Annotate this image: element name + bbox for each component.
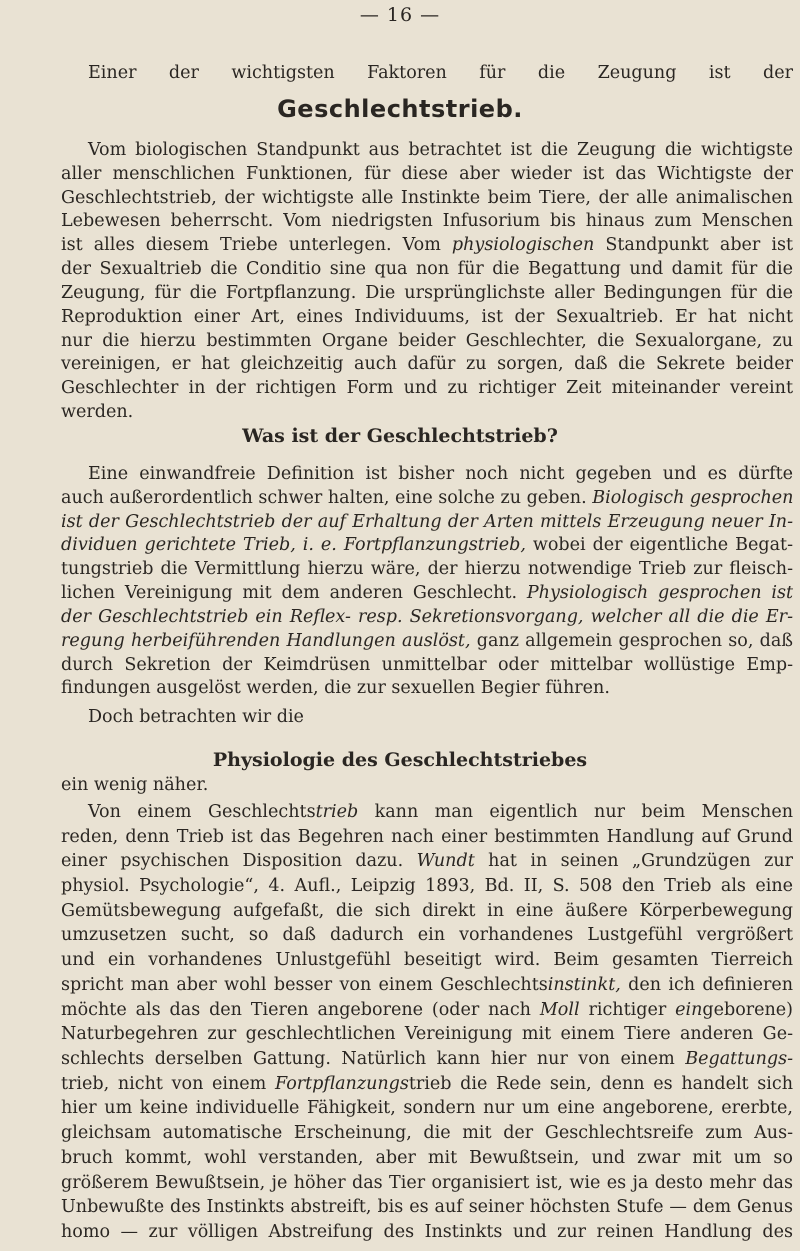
text-segment: geborene) [702, 999, 794, 1020]
text-segment: den ich definieren [620, 974, 793, 995]
text-line [61, 282, 793, 304]
text-segment-italic: Physiologisch gesprochen ist [526, 583, 793, 604]
text-segment: und ein vorhandenes Unlustgefühl beseitigt wird. Beim gesamten Tierreich [61, 950, 793, 971]
text-segment-italic: physiologischen [451, 235, 595, 256]
text-segment: findungen ausgelöst werden, die zur sexuellen Begier führen. [61, 678, 610, 699]
text-line [88, 463, 793, 485]
text-line [61, 1147, 793, 1169]
text-segment: bruch kommt, wohl verstanden, aber mit Bewußtsein, und zwar mit um so [61, 1147, 793, 1168]
text-segment: kann man eigentlich nur beim Menschen [358, 801, 793, 822]
text-segment: einer psychischen Disposition dazu. [61, 851, 417, 872]
text-segment: nur die hierzu bestimmten Organe beider Geschlechter, die Sexualorgane, zu [61, 330, 793, 351]
text-segment: Reproduktion einer Art, eines Individuums, ist der Sexualtrieb. Er hat nicht [61, 306, 793, 327]
text-segment: Naturbegehren zur geschlechtlichen Vereinigung mit einem Tiere anderen Ge- [61, 1024, 793, 1045]
text-line [61, 606, 793, 628]
text-line [61, 924, 793, 946]
section-heading-physiology: Physiologie des Geschlechtstriebes [212, 748, 588, 771]
text-segment: Gemütsbewegung aufgefaßt, die sich direkt in eine äußere Körperbewegung [61, 900, 793, 921]
intro-line: Einer der wichtigsten Faktoren für die Zeugung ist der [88, 63, 793, 83]
text-line [88, 801, 793, 823]
text-segment: physiol. Psychologie“, 4. Aufl., Leipzig 1893, Bd. II, S. 508 den Trieb als eine [61, 876, 793, 897]
text-line [61, 306, 793, 328]
text-segment: homo — zur völligen Abstreifung des Instinkts und zur reinen Handlung des [61, 1222, 793, 1242]
text-line [61, 1196, 793, 1218]
text-segment-italic: regung herbeiführenden Handlungen auslöst, [61, 630, 471, 651]
text-segment-italic: ein [675, 999, 703, 1020]
text-line [88, 706, 304, 728]
text-segment: ist alles diesem Triebe unterlegen. Vom [61, 235, 452, 256]
text-line [61, 900, 793, 922]
chapter-title: Geschlechtstrieb. [277, 95, 523, 123]
text-segment: Eine einwandfreie Definition ist bisher noch nicht gegeben und es dürfte [88, 463, 793, 484]
text-segment: schlechts derselben Gattung. Natürlich kann hier nur von einem [61, 1049, 686, 1070]
text-line [61, 487, 793, 509]
text-segment-italic: instinkt, [547, 974, 621, 995]
text-line [61, 353, 793, 375]
text-line [61, 654, 793, 676]
text-segment: Standpunkt aber ist [594, 235, 793, 256]
page-number: — 16 — [359, 4, 441, 26]
text-segment: der Sexualtrieb die Conditio sine qua non für die Begattung und damit für die [61, 259, 793, 280]
text-line [61, 210, 793, 232]
text-line [61, 974, 793, 996]
text-line [61, 1097, 793, 1119]
text-segment: möchte als das den Tieren angeborene (oder nach [61, 999, 540, 1020]
text-segment: Vom biologischen Standpunkt aus betrachtet ist die Zeugung die wichtigste [88, 140, 793, 160]
text-segment: richtiger [579, 999, 676, 1020]
text-line [61, 1122, 793, 1144]
text-line [61, 511, 793, 533]
text-segment: vereinigen, er hat gleichzeitig auch dafür zu sorgen, daß die Sekrete beider [61, 354, 793, 375]
text-segment: Lebewesen beherrscht. Vom niedrigsten Infusorium bis hinaus zum Menschen [61, 211, 793, 232]
text-segment: wobei der eigentliche Begat- [525, 535, 793, 556]
text-segment: lichen Vereinigung mit dem anderen Geschlecht. [61, 583, 527, 604]
text-segment: Geschlechter in der richtigen Form und zu richtiger Zeit miteinander vereint [61, 378, 793, 399]
text-line [61, 630, 793, 652]
text-segment: Unbewußte des Instinkts abstreift, bis es auf seiner höchsten Stufe — dem Genus [61, 1197, 793, 1218]
text-segment-italic: der Geschlechtstrieb ein Reflex- resp. Sekretionsvorgang, welcher all die die Er- [61, 606, 793, 627]
text-segment-italic: trieb [315, 801, 359, 822]
text-segment: gleichsam automatische Erscheinung, die mit der Geschlechtsreife zum Aus- [61, 1123, 793, 1144]
text-segment: größerem Bewußtsein, je höher das Tier organisiert ist, wie es ja desto mehr das [61, 1172, 793, 1193]
text-line [61, 774, 208, 796]
text-line [61, 1221, 793, 1243]
text-segment-italic: Wundt [416, 851, 475, 872]
text-segment: umzusetzen sucht, so daß dadurch ein vorhandenes Lustgefühl vergrößert [61, 925, 793, 946]
text-segment: ganz allgemein gesprochen so, daß [470, 630, 793, 651]
text-segment: hier um keine individuelle Fähigkeit, sondern nur um eine angeborene, ererbte, [61, 1098, 793, 1119]
text-line [88, 139, 793, 161]
text-segment: Zeugung, für die Fortpflanzung. Die ursprünglichste aller Bedingungen für die [61, 282, 793, 303]
text-line [61, 875, 793, 897]
text-segment: auch außerordentlich schwer halten, eine solche zu geben. [61, 487, 593, 508]
text-line [61, 999, 793, 1021]
text-line [61, 582, 793, 604]
text-segment-italic: ist der Geschlechtstrieb der auf Erhaltung der Arten mittels Erzeugung neuer In- [61, 511, 793, 532]
text-segment: ein wenig näher. [61, 775, 209, 796]
text-line [61, 258, 793, 280]
text-line [61, 187, 793, 209]
text-line [61, 330, 793, 352]
text-segment: Doch betrachten wir die [88, 707, 304, 728]
text-segment-italic: dividuen gerichtete Trieb, i. e. Fortpflanzungstrieb, [61, 535, 526, 556]
text-line [61, 1023, 793, 1045]
text-segment-italic: Fortpflanzungs [274, 1073, 409, 1094]
text-line [61, 677, 610, 699]
text-line [61, 234, 793, 256]
text-segment: spricht man aber wohl besser von einem Geschlechts [61, 974, 548, 995]
text-line [61, 534, 793, 556]
text-segment: reden, denn Trieb ist das Begehren nach einer bestimmten Handlung auf Grund [61, 826, 793, 847]
text-line [61, 850, 793, 872]
section-heading-definition: Was ist der Geschlechtstrieb? [242, 424, 558, 447]
text-segment-italic: Begattungs- [685, 1049, 793, 1070]
text-segment: Geschlechtstrieb, der wichtigste alle Instinkte beim Tiere, der alle animalischen [61, 187, 793, 208]
text-segment-italic: Moll [539, 999, 580, 1020]
text-line [61, 1048, 793, 1070]
text-line [61, 377, 793, 399]
text-line [61, 826, 793, 848]
text-segment: Von einem Geschlechts [88, 801, 316, 822]
text-line [61, 949, 793, 971]
text-segment: aller menschlichen Funktionen, für diese aber wieder ist das Wichtigste der [61, 163, 793, 184]
text-line [61, 401, 133, 423]
text-segment: trieb, nicht von einem [61, 1073, 275, 1094]
text-segment: tungstrieb die Vermittlung hierzu wäre, der hierzu notwendige Trieb zur fleisch- [61, 559, 793, 580]
text-segment: trieb die Rede sein, denn es handelt sich [408, 1073, 793, 1094]
text-segment-italic: Biologisch gesprochen [592, 487, 794, 508]
text-line [61, 1172, 793, 1194]
text-line [61, 558, 793, 580]
text-segment: hat in seinen „Grundzügen zur [474, 851, 793, 872]
text-line [61, 1073, 793, 1095]
text-segment: durch Sekretion der Keimdrüsen unmittelbar oder mittelbar wollüstige Emp- [61, 654, 793, 675]
text-line [61, 163, 793, 185]
text-segment: werden. [61, 402, 134, 423]
